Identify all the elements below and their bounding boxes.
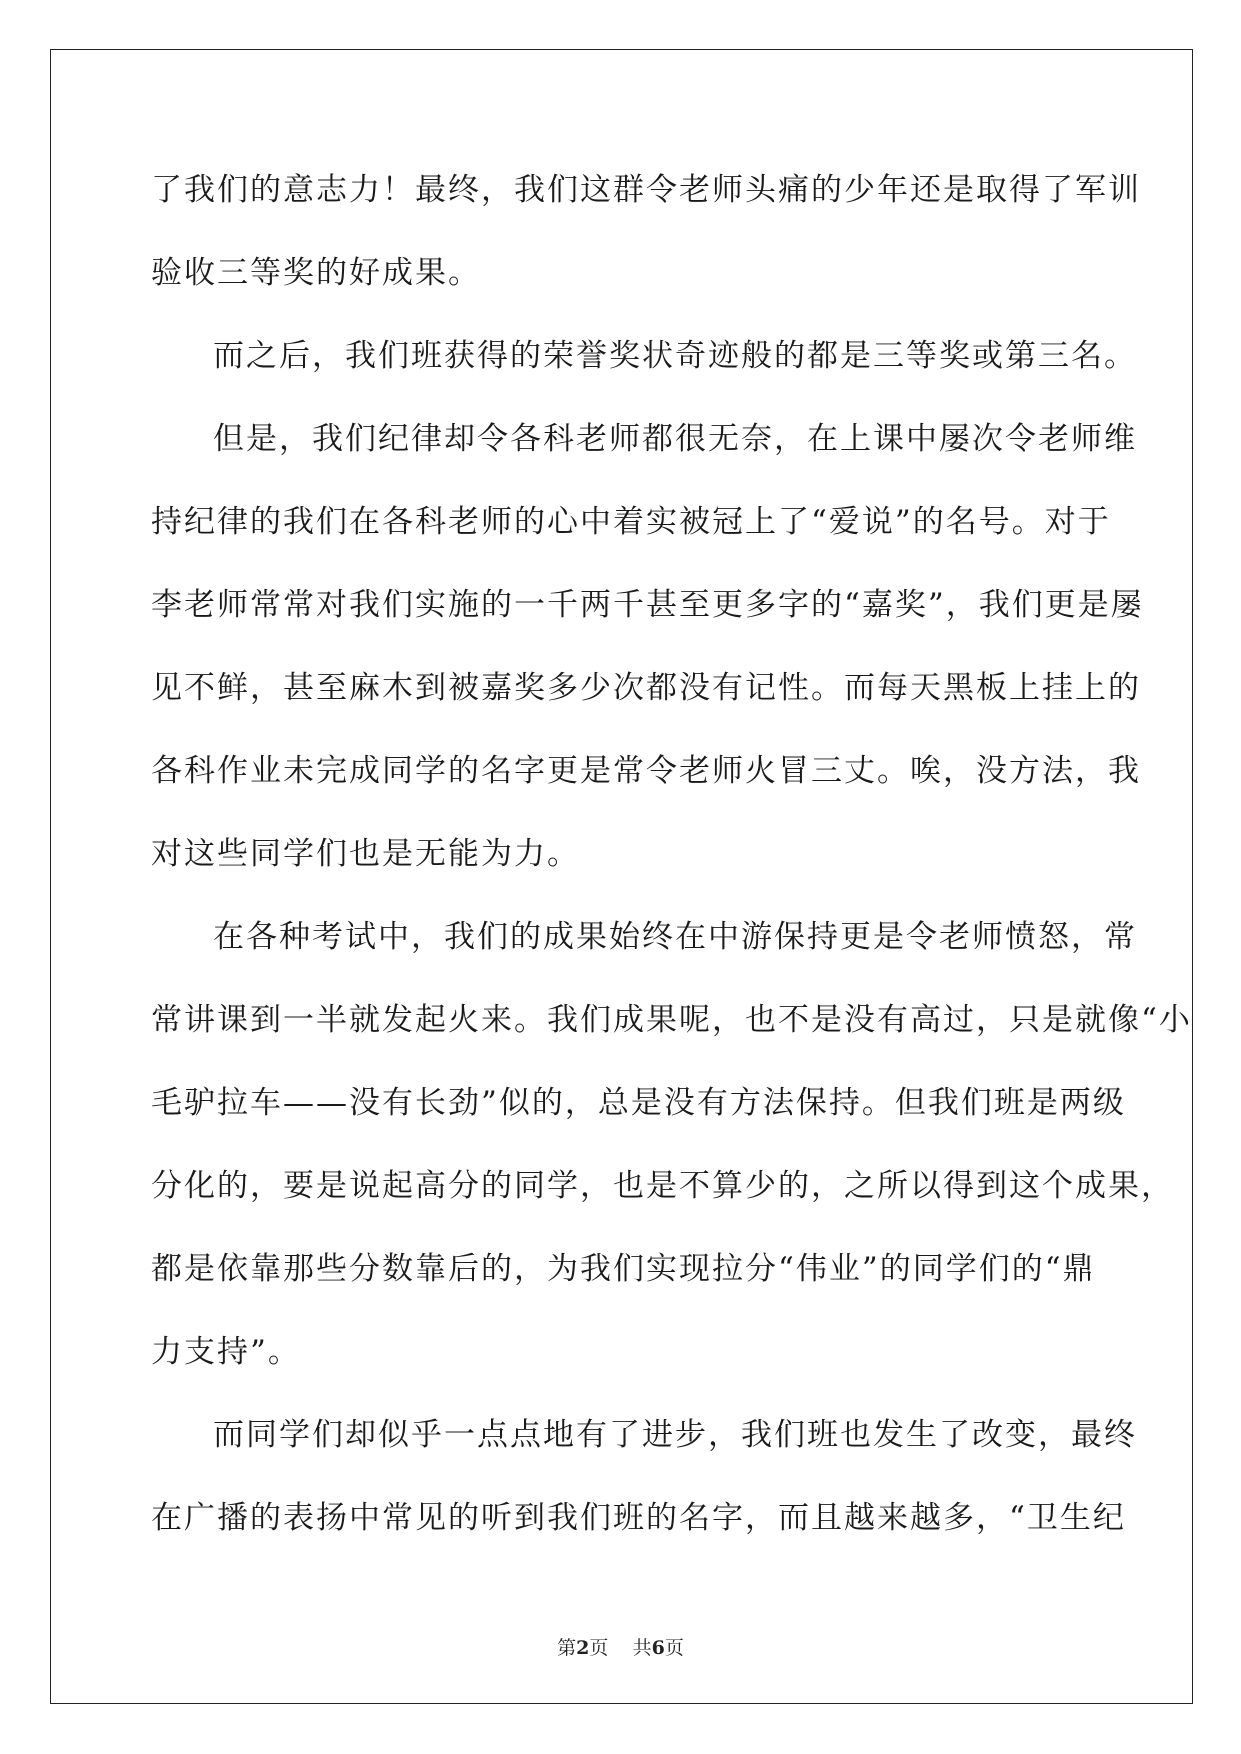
paragraph-start-line: 在各种考试中，我们的成果始终在中游保持更是令老师愤怒，常 (213, 919, 1137, 955)
text-line: 各科作业未完成同学的名字更是常令老师火冒三丈。唉，没方法，我 (151, 753, 1141, 789)
text-line: 验收三等奖的好成果。 (151, 255, 481, 291)
text-line: 分化的，要是说起高分的同学，也是不算少的，之所以得到这个成果， (151, 1168, 1174, 1204)
paragraph-start-line: 而同学们却似乎一点点地有了进步，我们班也发生了改变，最终 (213, 1417, 1137, 1453)
page-number: 第2页 (557, 1637, 609, 1659)
text-line: 在广播的表扬中常见的听到我们班的名字，而且越来越多，“卫生纪 (151, 1500, 1126, 1536)
document-body (151, 160, 1192, 1571)
page-total: 共6页 (632, 1637, 684, 1659)
text-line: 见不鲜，甚至麻木到被嘉奖多少次都没有记性。而每天黑板上挂上的 (151, 670, 1141, 706)
paragraph-start-line: 而之后，我们班获得的荣誉奖状奇迹般的都是三等奖或第三名。 (213, 338, 1137, 374)
text-line: 都是依靠那些分数靠后的，为我们实现拉分“伟业”的同学们的“鼎 (151, 1251, 1096, 1287)
text-line: 李老师常常对我们实施的一千两千甚至更多字的“嘉奖”，我们更是屡 (151, 587, 1144, 623)
text-line: 常讲课到一半就发起火来。我们成果呢，也不是没有高过，只是就像“小 (151, 1002, 1192, 1038)
text-line: 了我们的意志力！最终，我们这群令老师头痛的少年还是取得了军训 (151, 172, 1141, 208)
page-footer (0, 1633, 1241, 1660)
text-line: 力支持”。 (151, 1334, 301, 1370)
text-line: 持纪律的我们在各科老师的心中着实被冠上了“爱说”的名号。对于 (151, 504, 1111, 540)
paragraph-start-line: 但是，我们纪律却令各科老师都很无奈，在上课中屡次令老师维 (213, 421, 1137, 457)
text-line: 毛驴拉车——没有长劲”似的，总是没有方法保持。但我们班是两级 (151, 1085, 1126, 1121)
text-line: 对这些同学们也是无能为力。 (151, 836, 580, 872)
